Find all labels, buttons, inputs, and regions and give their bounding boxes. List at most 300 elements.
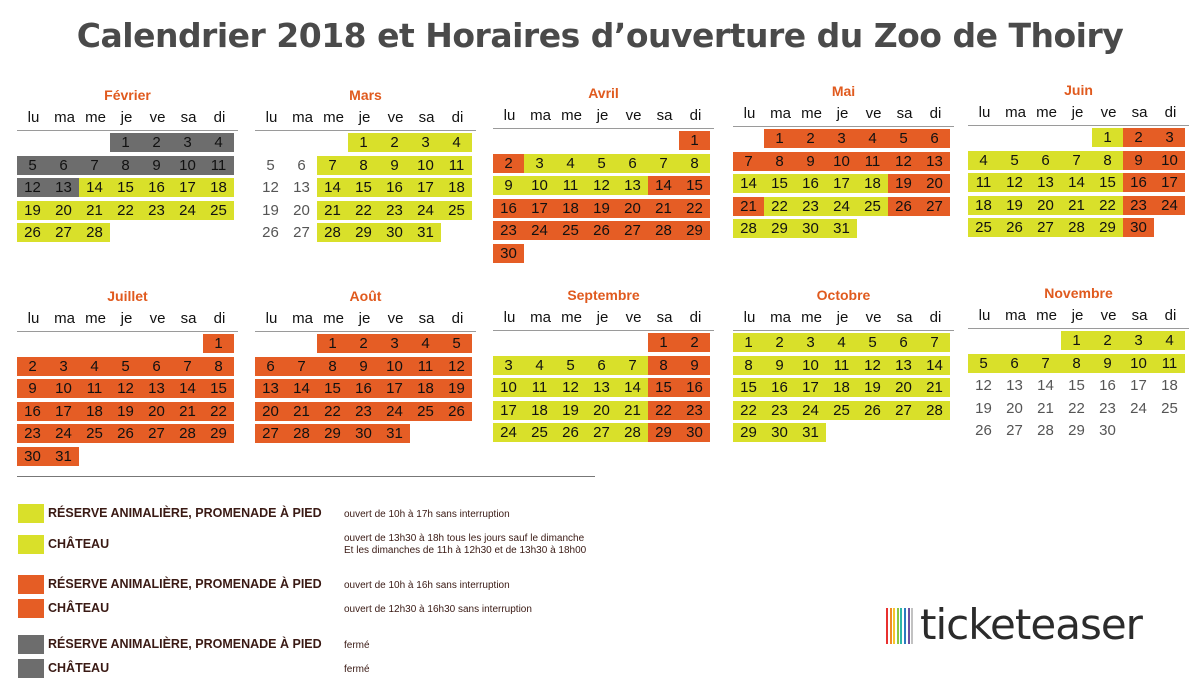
day-cell: 20 [1030,196,1061,215]
day-cell: 28 [286,424,317,443]
day-cell: 30 [795,219,826,238]
day-cell: 17 [795,378,826,397]
legend-swatch-orange [18,575,44,594]
weekday-header: me [85,109,106,126]
day-cell: 28 [1037,422,1054,439]
day-cell: 14 [617,378,648,397]
day-cell: 24 [1154,196,1185,215]
day-cell: 28 [648,221,679,240]
weekday-header: lu [265,310,278,327]
day-cell: 27 [1006,422,1023,439]
month-name: Septembre [567,287,640,303]
day-cell: 20 [141,402,172,421]
legend-swatch-yellow [18,504,44,523]
day-cell: 13 [888,356,919,375]
day-cell: 9 [348,357,379,376]
weekday-header: me [1036,104,1057,121]
weekday-header: me [561,309,582,326]
weekday-header: di [689,107,702,124]
day-cell: 12 [586,176,617,195]
day-cell: 12 [17,178,48,197]
day-cell: 29 [203,424,234,443]
day-cell: 1 [1061,331,1092,350]
day-cell: 17 [172,178,203,197]
day-cell: 8 [203,357,234,376]
day-cell: 11 [441,156,472,175]
weekday-header: di [1164,104,1177,121]
day-cell: 26 [586,221,617,240]
month-name: Juillet [107,288,148,304]
day-cell: 31 [410,223,441,242]
day-cell: 20 [1006,399,1023,417]
day-cell: 7 [1061,151,1092,170]
weekday-header: ma [1005,104,1026,121]
day-cell: 9 [679,356,710,375]
day-cell: 27 [1030,218,1061,237]
day-cell: 15 [679,176,710,195]
day-cell: 14 [919,356,950,375]
day-cell: 31 [48,447,79,466]
weekday-header: di [689,309,702,326]
weekday-header: sa [1131,104,1148,121]
weekday-header: ve [865,309,882,326]
month-2 [493,85,714,275]
day-cell: 2 [679,333,710,352]
day-cell: 28 [1061,218,1092,237]
day-cell: 5 [266,156,275,174]
day-cell: 5 [555,356,586,375]
weekday-header: ma [292,310,313,327]
day-cell: 27 [293,224,310,241]
day-cell: 13 [617,176,648,195]
day-cell: 14 [648,176,679,195]
day-cell: 8 [764,152,795,171]
day-cell: 12 [110,379,141,398]
day-cell: 17 [1154,173,1185,192]
day-cell: 10 [379,357,410,376]
day-cell: 15 [733,378,764,397]
day-cell: 30 [17,447,48,466]
day-cell: 23 [1123,196,1154,215]
day-cell: 2 [795,129,826,148]
day-cell: 10 [1123,354,1154,373]
day-cell: 3 [826,129,857,148]
day-cell: 23 [348,402,379,421]
header-underline [733,330,954,331]
day-cell: 5 [110,357,141,376]
day-cell: 15 [203,379,234,398]
day-cell: 18 [1161,377,1178,394]
day-cell: 13 [255,379,286,398]
day-cell: 21 [733,197,764,216]
day-cell: 9 [1123,151,1154,170]
day-cell: 3 [379,334,410,353]
header-underline [17,130,238,131]
header-underline [493,330,714,331]
day-cell: 24 [48,424,79,443]
day-cell: 23 [141,201,172,220]
month-0 [17,87,238,277]
day-cell: 30 [679,423,710,442]
day-cell: 23 [1099,399,1116,417]
day-cell: 13 [1006,377,1023,394]
day-cell: 25 [410,402,441,421]
day-cell: 16 [1123,173,1154,192]
month-1 [255,87,476,277]
day-cell: 11 [857,152,888,171]
day-cell: 22 [203,402,234,421]
day-cell: 12 [888,152,919,171]
day-cell: 3 [493,356,524,375]
day-cell: 17 [826,174,857,193]
weekday-header: ma [530,309,551,326]
day-cell: 20 [888,378,919,397]
weekday-header: di [929,105,942,122]
day-cell: 22 [1092,196,1123,215]
day-cell: 4 [410,334,441,353]
day-cell: 19 [999,196,1030,215]
weekday-header: ve [865,105,882,122]
weekday-header: lu [978,104,991,121]
day-cell: 29 [764,219,795,238]
day-cell: 11 [524,378,555,397]
day-cell: 25 [203,201,234,220]
day-cell: 22 [1068,399,1085,417]
day-cell: 4 [968,151,999,170]
day-cell: 9 [17,379,48,398]
weekday-header: lu [978,307,991,324]
day-cell: 2 [1123,128,1154,147]
day-cell: 5 [441,334,472,353]
day-cell: 24 [826,197,857,216]
month-name: Avril [588,85,619,101]
day-cell: 5 [586,154,617,173]
day-cell: 16 [679,378,710,397]
day-cell: 19 [888,174,919,193]
day-cell: 15 [764,174,795,193]
day-cell: 23 [764,401,795,420]
month-name: Mars [349,87,382,103]
month-4 [968,82,1189,272]
day-cell: 12 [857,356,888,375]
day-cell: 25 [968,218,999,237]
day-cell: 19 [110,402,141,421]
day-cell: 29 [1092,218,1123,237]
weekday-header: ma [770,105,791,122]
weekday-header: me [561,107,582,124]
day-cell: 30 [493,244,524,263]
day-cell: 12 [975,377,992,394]
legend-description: ouvert de 12h30 à 16h30 sans interruption [344,604,532,615]
day-cell: 20 [255,402,286,421]
legend-swatch-orange [18,599,44,618]
weekday-header: di [213,310,226,327]
day-cell: 11 [203,156,234,175]
legend-label: CHÂTEAU [48,537,110,551]
header-underline [968,125,1189,126]
day-cell: 22 [348,201,379,220]
weekday-header: ve [387,109,404,126]
day-cell: 23 [493,221,524,240]
day-cell: 26 [999,218,1030,237]
weekday-header: di [1164,307,1177,324]
weekday-header: di [451,109,464,126]
day-cell: 22 [648,401,679,420]
day-cell: 8 [1092,151,1123,170]
weekday-header: je [1071,307,1084,324]
legend-label: CHÂTEAU [48,661,110,675]
day-cell: 30 [764,423,795,442]
day-cell: 27 [888,401,919,420]
day-cell: 6 [1030,151,1061,170]
day-cell: 2 [17,357,48,376]
day-cell: 5 [999,151,1030,170]
weekday-header: je [596,309,609,326]
day-cell: 15 [648,378,679,397]
day-cell: 28 [172,424,203,443]
day-cell: 15 [317,379,348,398]
day-cell: 13 [919,152,950,171]
day-cell: 6 [888,333,919,352]
day-cell: 1 [348,133,379,152]
day-cell: 26 [857,401,888,420]
day-cell: 31 [379,424,410,443]
day-cell: 1 [1092,128,1123,147]
day-cell: 6 [617,154,648,173]
weekday-header: je [358,109,371,126]
day-cell: 7 [1030,354,1061,373]
weekday-header: ma [770,309,791,326]
day-cell: 12 [441,357,472,376]
weekday-header: lu [503,309,516,326]
day-cell: 19 [975,399,992,417]
logo-bar [900,608,902,644]
day-cell: 23 [17,424,48,443]
day-cell: 26 [262,224,279,241]
header-underline [493,128,714,129]
day-cell: 7 [172,357,203,376]
day-cell: 18 [410,379,441,398]
day-cell: 17 [524,199,555,218]
day-cell: 13 [293,179,310,196]
day-cell: 6 [141,357,172,376]
weekday-header: me [1036,307,1057,324]
day-cell: 29 [348,223,379,242]
weekday-header: me [323,310,344,327]
day-cell: 8 [110,156,141,175]
weekday-header: ve [387,310,404,327]
day-cell: 23 [379,201,410,220]
day-cell: 3 [172,133,203,152]
weekday-header: di [213,109,226,126]
day-cell: 24 [379,402,410,421]
day-cell: 17 [48,402,79,421]
day-cell: 30 [1123,218,1154,237]
day-cell: 6 [255,357,286,376]
day-cell: 31 [795,423,826,442]
day-cell: 21 [79,201,110,220]
day-cell: 9 [795,152,826,171]
day-cell: 6 [297,156,306,174]
header-underline [968,328,1189,329]
day-cell: 13 [141,379,172,398]
day-cell: 7 [648,154,679,173]
day-cell: 17 [1130,377,1147,394]
weekday-header: sa [180,310,197,327]
day-cell: 11 [555,176,586,195]
weekday-header: lu [27,310,40,327]
day-cell: 16 [379,178,410,197]
day-cell: 27 [48,223,79,242]
day-cell: 9 [141,156,172,175]
day-cell: 7 [733,152,764,171]
day-cell: 27 [586,423,617,442]
day-cell: 4 [79,357,110,376]
day-cell: 8 [317,357,348,376]
weekday-header: sa [896,105,913,122]
day-cell: 7 [919,333,950,352]
day-cell: 1 [203,334,234,353]
day-cell: 21 [648,199,679,218]
day-cell: 22 [110,201,141,220]
day-cell: 1 [317,334,348,353]
day-cell: 30 [348,424,379,443]
day-cell: 10 [410,156,441,175]
day-cell: 29 [317,424,348,443]
day-cell: 31 [826,219,857,238]
weekday-header: je [596,107,609,124]
weekday-header: ve [1100,307,1117,324]
weekday-header: je [836,309,849,326]
month-6 [255,288,476,478]
day-cell: 2 [141,133,172,152]
day-cell: 14 [172,379,203,398]
day-cell: 9 [764,356,795,375]
day-cell: 14 [79,178,110,197]
day-cell: 30 [379,223,410,242]
logo-bar [911,608,913,644]
day-cell: 3 [48,357,79,376]
day-cell: 4 [857,129,888,148]
day-cell: 19 [586,199,617,218]
day-cell: 15 [348,178,379,197]
logo-bar [890,608,892,644]
day-cell: 18 [968,196,999,215]
header-underline [255,130,476,131]
day-cell: 3 [1123,331,1154,350]
weekday-header: ve [625,309,642,326]
day-cell: 1 [679,131,710,150]
day-cell: 27 [617,221,648,240]
day-cell: 14 [286,379,317,398]
day-cell: 20 [617,199,648,218]
day-cell: 10 [524,176,555,195]
day-cell: 9 [1092,354,1123,373]
month-name: Octobre [816,287,871,303]
day-cell: 18 [524,401,555,420]
day-cell: 19 [555,401,586,420]
day-cell: 10 [826,152,857,171]
day-cell: 1 [110,133,141,152]
day-cell: 4 [524,356,555,375]
day-cell: 16 [795,174,826,193]
day-cell: 13 [1030,173,1061,192]
day-cell: 18 [203,178,234,197]
legend-description: ouvert de 10h à 16h sans interruption [344,580,510,591]
day-cell: 25 [79,424,110,443]
day-cell: 28 [617,423,648,442]
weekday-header: ma [1005,307,1026,324]
day-cell: 26 [555,423,586,442]
day-cell: 29 [733,423,764,442]
legend-description: fermé [344,664,370,675]
weekday-header: me [801,105,822,122]
weekday-header: lu [27,109,40,126]
day-cell: 18 [555,199,586,218]
day-cell: 4 [1154,331,1185,350]
weekday-header: ve [1100,104,1117,121]
day-cell: 14 [1061,173,1092,192]
month-name: Août [349,288,382,304]
day-cell: 21 [1061,196,1092,215]
month-9 [968,285,1189,475]
day-cell: 26 [441,402,472,421]
weekday-header: je [1071,104,1084,121]
day-cell: 21 [317,201,348,220]
day-cell: 12 [555,378,586,397]
day-cell: 4 [203,133,234,152]
day-cell: 19 [17,201,48,220]
weekday-header: ve [149,109,166,126]
weekday-header: sa [656,309,673,326]
weekday-header: je [120,310,133,327]
day-cell: 18 [441,178,472,197]
weekday-header: me [801,309,822,326]
day-cell: 24 [1130,399,1147,417]
day-cell: 7 [317,156,348,175]
weekday-header: sa [418,310,435,327]
weekday-header: di [929,309,942,326]
day-cell: 10 [1154,151,1185,170]
weekday-header: ma [292,109,313,126]
day-cell: 16 [141,178,172,197]
month-3 [733,83,954,273]
day-cell: 11 [968,173,999,192]
day-cell: 19 [441,379,472,398]
day-cell: 5 [857,333,888,352]
day-cell: 22 [764,197,795,216]
day-cell: 10 [795,356,826,375]
day-cell: 11 [1154,354,1185,373]
day-cell: 21 [919,378,950,397]
weekday-header: je [120,109,133,126]
day-cell: 17 [493,401,524,420]
weekday-header: ve [625,107,642,124]
day-cell: 20 [48,201,79,220]
weekday-header: ma [530,107,551,124]
day-cell: 26 [17,223,48,242]
logo-bars-icon [886,608,916,644]
legend-description: fermé [344,640,370,651]
logo-bar [886,608,888,644]
day-cell: 17 [379,379,410,398]
day-cell: 15 [110,178,141,197]
day-cell: 16 [1099,377,1116,394]
day-cell: 7 [79,156,110,175]
month-name: Juin [1064,82,1093,98]
day-cell: 18 [826,378,857,397]
day-cell: 20 [919,174,950,193]
